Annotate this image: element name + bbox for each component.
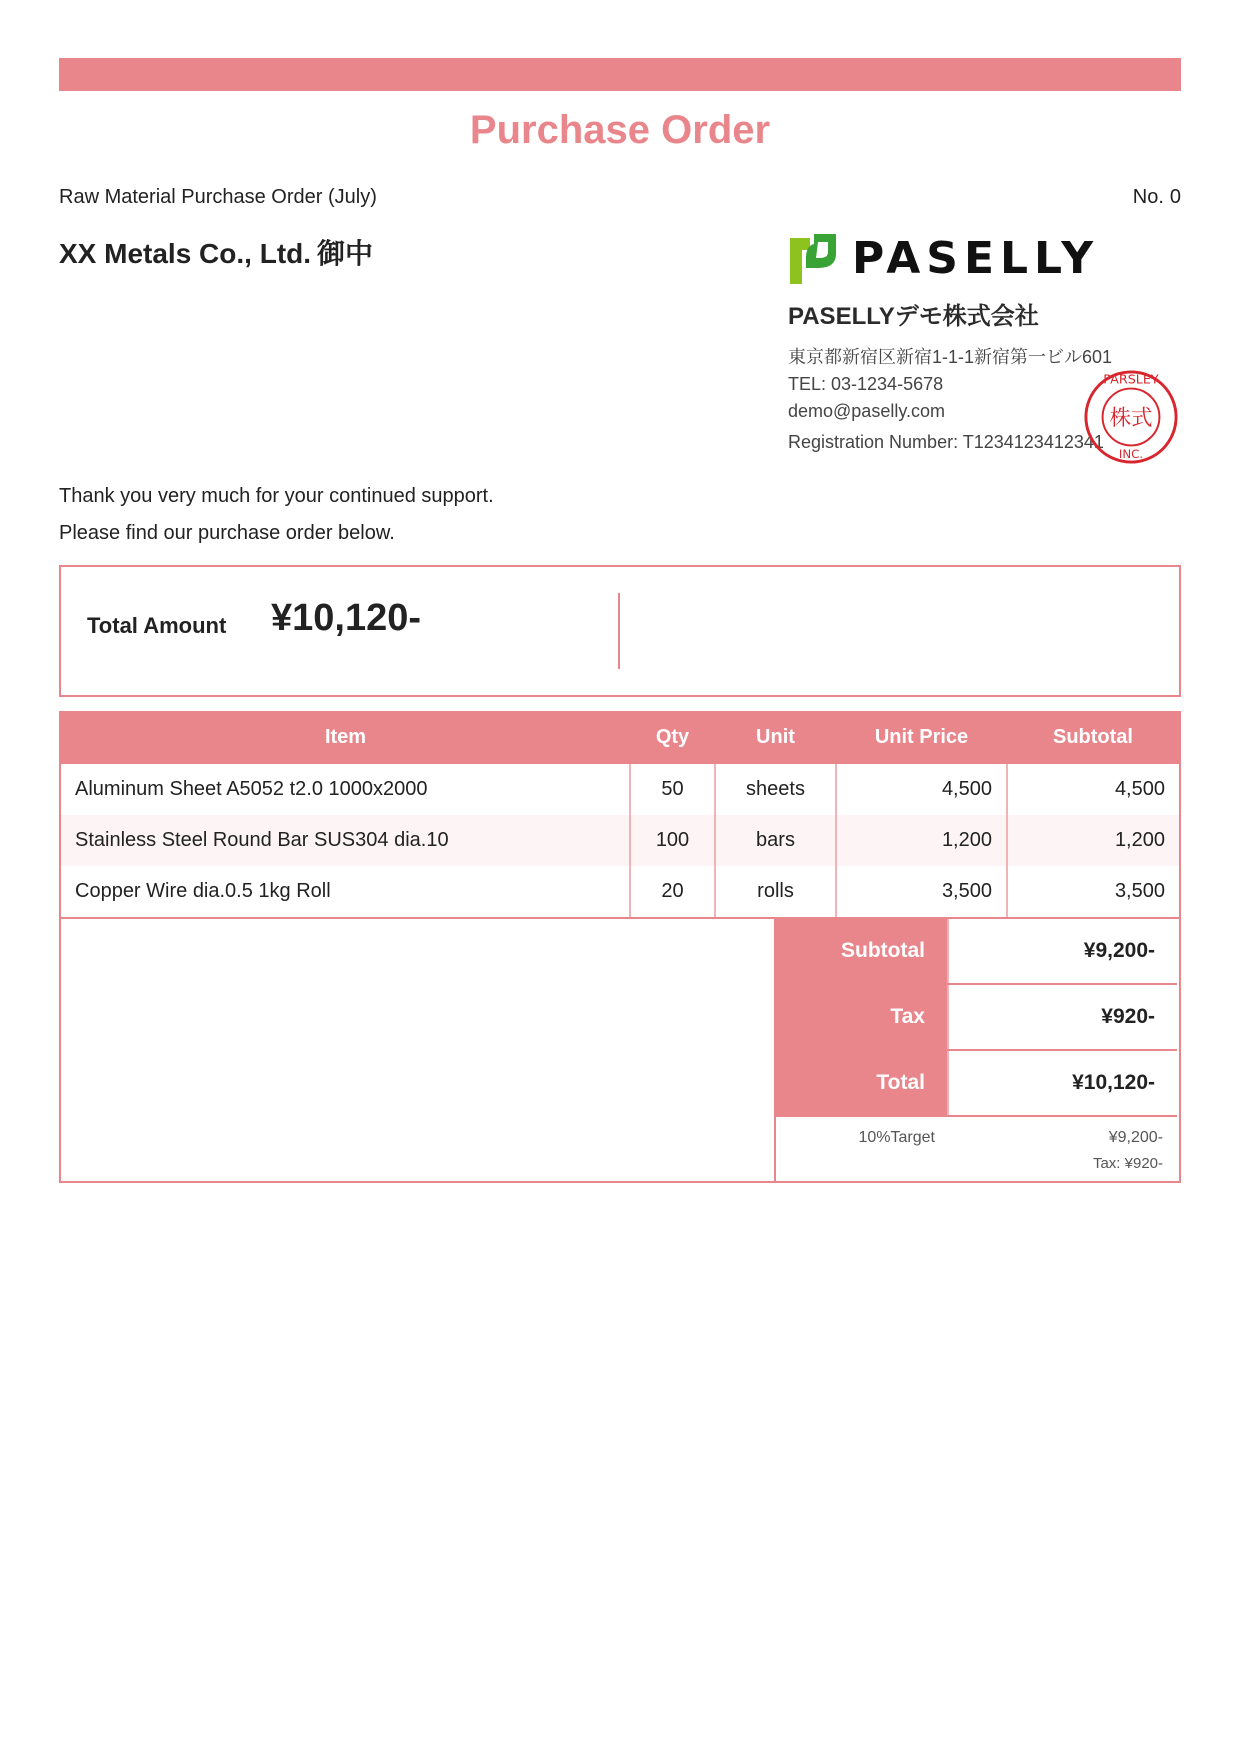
svg-text:INC.: INC. — [1118, 447, 1144, 462]
tax-breakdown-base: ¥9,200- — [1108, 1129, 1163, 1146]
recipient-honorific: 御中 — [317, 238, 374, 269]
item-subtotal: 3,500 — [1007, 866, 1179, 918]
item-name: Aluminum Sheet A5052 t2.0 1000x2000 — [61, 764, 630, 815]
total-box-divider — [618, 593, 620, 669]
totals-summary — [776, 919, 1177, 1181]
item-unit: bars — [715, 815, 836, 866]
summary-total-value: ¥10,120- — [947, 1051, 1177, 1115]
document-number-label: No. — [1132, 186, 1164, 208]
table-row — [61, 764, 1179, 815]
issuer-address: 東京都新宿区新宿1-1-1新宿第一ビル601 — [788, 347, 1113, 367]
greeting-line-1: Thank you very much for your continued support. — [59, 485, 494, 507]
summary-subtotal-row — [776, 919, 1177, 985]
column-header-unit-price: Unit Price — [836, 711, 1007, 764]
document-title: Purchase Order — [469, 108, 771, 152]
tax-breakdown-label: 10%Target — [858, 1129, 935, 1146]
summary-subtotal-value: ¥9,200- — [947, 919, 1177, 983]
item-unit: rolls — [715, 866, 836, 918]
tax-breakdown-tax: Tax: ¥920- — [1092, 1155, 1163, 1172]
svg-text:株式: 株式 — [1109, 405, 1153, 431]
column-header-item: Item — [61, 711, 630, 764]
column-header-unit: Unit — [715, 711, 836, 764]
header-accent-bar — [59, 58, 1181, 91]
column-header-qty: Qty — [630, 711, 715, 764]
total-amount-box — [59, 565, 1181, 697]
issuer-company-name: PASELLYデモ株式会社 — [788, 303, 1039, 330]
summary-tax-row — [776, 985, 1177, 1051]
recipient-company: XX Metals Co., Ltd. — [59, 238, 312, 269]
item-unit: sheets — [715, 764, 836, 815]
tax-breakdown — [776, 1117, 1177, 1181]
item-qty: 20 — [630, 866, 715, 918]
column-header-subtotal: Subtotal — [1007, 711, 1179, 764]
summary-total-label: Total — [776, 1051, 947, 1115]
issuer-registration-number: Registration Number: T1234123412341 — [788, 432, 1104, 452]
leaf-logo-icon — [788, 232, 838, 284]
recipient-name — [59, 232, 373, 272]
company-seal-stamp — [1082, 368, 1180, 466]
svg-text:PARSLEY: PARSLEY — [1103, 372, 1159, 388]
item-unit-price: 4,500 — [836, 764, 1007, 815]
table-row — [61, 866, 1179, 918]
document-number — [1133, 186, 1181, 209]
summary-subtotal-label: Subtotal — [776, 919, 947, 983]
total-amount-label: Total Amount — [87, 613, 227, 638]
table-header-row — [61, 711, 1179, 764]
summary-tax-value: ¥920- — [947, 985, 1177, 1049]
item-unit-price: 1,200 — [836, 815, 1007, 866]
issuer-contact-block — [788, 344, 1112, 456]
item-subtotal: 1,200 — [1007, 815, 1179, 866]
line-items-table — [61, 711, 1179, 919]
item-qty: 100 — [630, 815, 715, 866]
greeting-line-2: Please find our purchase order below. — [59, 522, 395, 544]
summary-total-row — [776, 1051, 1177, 1117]
item-name: Stainless Steel Round Bar SUS304 dia.10 — [61, 815, 630, 866]
document-number-value: 0 — [1169, 186, 1181, 208]
company-logo — [788, 232, 1099, 284]
issuer-tel: TEL: 03-1234-5678 — [788, 374, 944, 394]
item-subtotal: 4,500 — [1114, 778, 1165, 800]
issuer-email: demo@paselly.com — [788, 401, 945, 421]
greeting-text — [59, 478, 494, 552]
item-qty: 50 — [630, 764, 715, 815]
logo-wordmark: PASELLY — [852, 232, 1100, 284]
total-amount-value: ¥10,120- — [271, 597, 422, 639]
order-subject: Raw Material Purchase Order (July) — [59, 186, 377, 208]
item-name: Copper Wire dia.0.5 1kg Roll — [61, 866, 630, 918]
table-row — [61, 815, 1179, 866]
summary-tax-label: Tax — [776, 985, 947, 1049]
item-unit-price: 3,500 — [836, 866, 1007, 918]
